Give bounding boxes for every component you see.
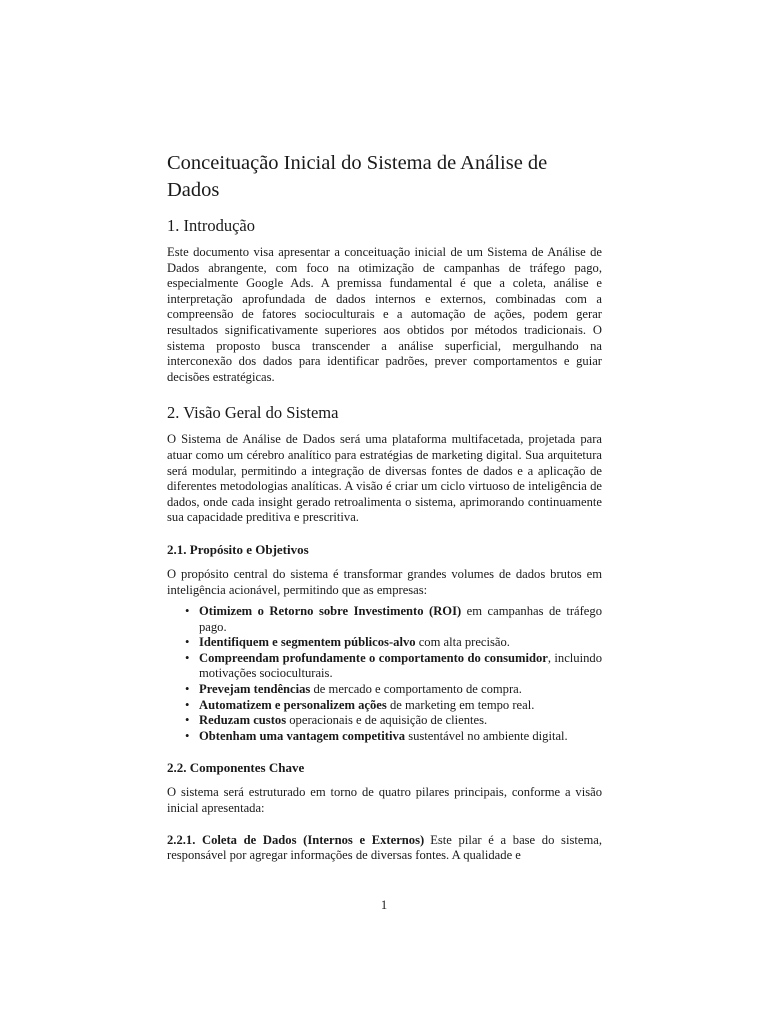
list-item — [185, 635, 602, 651]
bullet-icon: • — [185, 650, 190, 665]
paragraph-introducao: Este documento visa apresentar a conceituação inicial de um Sistema de Análise de Dados abrangente, com foco na otimização de campanhas de tráfego pago, especialmente Google Ads. A premissa fundamental é que a coleta, análise e interpretação aprofundada de dados internos e externos, combinadas com a compreensão de fatores socioculturais e a automação de ações, podem gerar resultados significativamente superiores aos obtidos por métodos tradicionais. O sistema proposto busca transcender a análise superficial, mergulhando na interconexão dos dados para identificar padrões, prever comportamentos e guiar decisões estratégicas. — [167, 245, 602, 384]
bullet-icon: • — [185, 697, 190, 712]
paragraph-heading-coleta: 2.2.1. Coleta de Dados (Internos e Externos) — [167, 832, 425, 847]
list-item — [185, 697, 602, 714]
paragraph-coleta-de-dados — [167, 833, 602, 864]
list-item-text: de mercado e comportamento de compra. — [310, 682, 522, 697]
bullet-icon: • — [185, 682, 190, 697]
paragraph-coleta-text: Este pilar é a base do sistema, responsável por agregar informações de diversas fontes. A qualidade e — [167, 832, 602, 863]
list-item-bold: Identifiquem e segmentem públicos-alvo — [199, 635, 416, 650]
list-item-bold: Otimizem o Retorno sobre Investimento (ROI) — [199, 604, 462, 619]
list-item — [185, 682, 602, 698]
paragraph-componentes: O sistema será estruturado em torno de quatro pilares principais, conforme a visão inicial apresentada: — [167, 785, 602, 816]
list-item-text: sustentável no ambiente digital. — [405, 728, 568, 743]
paragraph-visao-geral: O Sistema de Análise de Dados será uma plataforma multifacetada, projetada para atuar como um cérebro analítico para estratégias de marketing digital. Sua arquitetura será modular, permitindo a integração de diversas fontes de dados e a aplicação de diferentes metodologias analíticas. A visão é criar um ciclo virtuoso de inteligência de dados, onde cada insight gerado retroalimenta o sistema, aprimorando continuamente sua capacidade preditiva e prescritiva. — [167, 432, 602, 525]
list-item-bold: Compreendam profundamente o comportamento do consumidor — [199, 650, 548, 665]
document-page — [167, 150, 602, 864]
document-title: Conceituação Inicial do Sistema de Análise de Dados — [167, 152, 548, 201]
list-item-bold: Obtenham uma vantagem competitiva — [199, 728, 406, 743]
bullet-icon: • — [185, 713, 190, 728]
objectives-list — [167, 604, 602, 744]
section-heading-introducao: 1. Introdução — [167, 216, 255, 235]
list-item — [185, 728, 602, 745]
list-item-text: de marketing em tempo real. — [386, 697, 535, 712]
subsection-heading-proposito: 2.1. Propósito e Objetivos — [167, 541, 309, 557]
list-item-bold: Reduzam custos — [199, 713, 287, 728]
list-item-text: operacionais e de aquisição de clientes. — [286, 713, 488, 728]
list-item-text: em campanhas de tráfego pago. — [199, 604, 602, 634]
bullet-icon: • — [185, 604, 190, 619]
list-item-text: , incluindo motivações socioculturais. — [199, 650, 602, 681]
list-item-text: com alta precisão. — [415, 635, 510, 650]
paragraph-proposito: O propósito central do sistema é transformar grandes volumes de dados brutos em inteligência acionável, permitindo que as empresas: — [167, 566, 602, 597]
section-heading-visao-geral: 2. Visão Geral do Sistema — [167, 403, 339, 423]
list-item-bold: Prevejam tendências — [199, 682, 311, 697]
list-item — [185, 604, 602, 635]
bullet-icon: • — [185, 635, 190, 650]
page-number: 1 — [380, 898, 388, 912]
list-item-bold: Automatizem e personalizem ações — [199, 697, 387, 712]
bullet-icon: • — [185, 728, 190, 743]
subsection-heading-componentes: 2.2. Componentes Chave — [167, 760, 305, 776]
list-item — [185, 650, 602, 682]
list-item — [185, 713, 602, 729]
